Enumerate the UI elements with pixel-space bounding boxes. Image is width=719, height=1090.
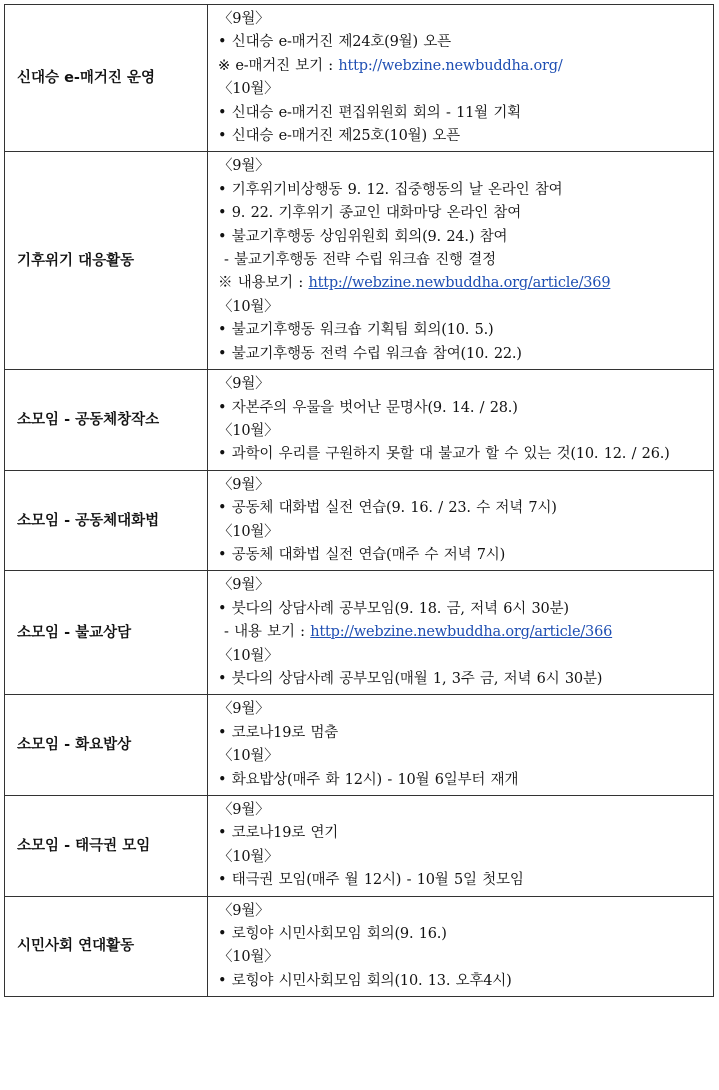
table-row xyxy=(5,571,714,695)
line-text: • 자본주의 우물을 벗어난 문명사(9. 14. / 28.) xyxy=(218,399,518,416)
line-text: • 코로나19로 연기 xyxy=(218,825,339,842)
month-heading xyxy=(218,474,709,497)
row-label: 기후위기 대응활동 xyxy=(5,152,208,370)
line-text: 〈10월〉 xyxy=(218,848,279,865)
table-row xyxy=(5,695,714,796)
list-item xyxy=(218,869,709,892)
list-item xyxy=(218,249,709,272)
row-content xyxy=(208,5,714,152)
month-heading xyxy=(218,574,709,597)
month-heading xyxy=(218,900,709,923)
month-heading xyxy=(218,373,709,396)
line-text: • 불교기후행동 전력 수립 워크숍 참여(10. 22.) xyxy=(218,345,522,362)
line-text: 〈10월〉 xyxy=(218,422,279,439)
line-text: 〈10월〉 xyxy=(218,523,279,540)
line-text: • 로힝야 시민사회모임 회의(10. 13. 오후4시) xyxy=(218,972,512,989)
line-text: • 공동체 대화법 실전 연습(9. 16. / 23. 수 저녁 7시) xyxy=(218,500,557,517)
line-text: • 태극권 모임(매주 월 12시) - 10월 5일 첫모임 xyxy=(218,872,524,889)
list-item xyxy=(218,722,709,745)
line-text: 〈9월〉 xyxy=(218,11,270,27)
row-content xyxy=(208,571,714,695)
row-content xyxy=(208,896,714,997)
month-heading xyxy=(218,420,709,443)
month-heading xyxy=(218,78,709,101)
month-heading xyxy=(218,521,709,544)
list-item xyxy=(218,443,709,466)
line-text: • 화요밥상(매주 화 12시) - 10월 6일부터 재개 xyxy=(218,771,519,788)
row-label: 소모임 - 태극권 모임 xyxy=(5,796,208,897)
month-heading xyxy=(218,296,709,319)
line-text: - 불교기후행동 전략 수립 워크숍 진행 결정 xyxy=(224,252,496,269)
month-heading xyxy=(218,645,709,668)
line-text: 〈9월〉 xyxy=(218,802,270,818)
list-item xyxy=(218,598,709,621)
webzine-link[interactable]: http://webzine.newbuddha.org/article/366 xyxy=(310,624,613,641)
list-item xyxy=(218,31,709,54)
line-text: 〈9월〉 xyxy=(218,476,270,493)
line-text: • 로힝야 시민사회모임 회의(9. 16.) xyxy=(218,926,447,943)
month-heading xyxy=(218,946,709,969)
line-text: 〈9월〉 xyxy=(218,902,270,919)
line-text: 〈9월〉 xyxy=(218,376,270,393)
webzine-link[interactable]: http://webzine.newbuddha.org/article/369 xyxy=(308,275,611,292)
line-text: • 붓다의 상담사례 공부모임(매월 1, 3주 금, 저녁 6시 30분) xyxy=(218,670,603,687)
line-text: • 신대승 e-매거진 편집위원회 회의 - 11월 기획 xyxy=(218,104,521,121)
line-text: 〈9월〉 xyxy=(218,701,270,718)
list-item xyxy=(218,226,709,249)
month-heading xyxy=(218,846,709,869)
line-text: 〈10월〉 xyxy=(218,298,279,315)
month-heading xyxy=(218,155,709,178)
list-item xyxy=(218,125,709,148)
line-text: • 신대승 e-매거진 제25호(10월) 오픈 xyxy=(218,128,460,145)
row-content xyxy=(208,370,714,471)
table-row xyxy=(5,470,714,571)
line-text: • 불교기후행동 상임위원회 회의(9. 24.) 참여 xyxy=(218,228,508,245)
table-row xyxy=(5,152,714,370)
line-text: 〈10월〉 xyxy=(218,949,279,966)
line-text: 〈10월〉 xyxy=(218,81,279,98)
table-row xyxy=(5,796,714,897)
line-text: 〈10월〉 xyxy=(218,748,279,765)
month-heading xyxy=(218,698,709,721)
row-label: 신대승 e-매거진 운영 xyxy=(5,5,208,152)
list-item xyxy=(218,544,709,567)
line-text: • 과학이 우리를 구원하지 못할 대 불교가 할 수 있는 것(10. 12. / 26.) xyxy=(218,446,670,463)
link-line xyxy=(218,621,709,644)
line-text: • 기후위기비상행동 9. 12. 집중행동의 날 온라인 참여 xyxy=(218,181,563,198)
row-content xyxy=(208,695,714,796)
list-item xyxy=(218,202,709,225)
line-text: - 내용 보기 : xyxy=(224,624,311,641)
line-text: ※ 내용보기 : xyxy=(218,275,309,292)
table-row xyxy=(5,370,714,471)
list-item xyxy=(218,102,709,125)
row-content xyxy=(208,796,714,897)
month-heading xyxy=(218,8,709,31)
line-text: • 공동체 대화법 실전 연습(매주 수 저녁 7시) xyxy=(218,546,506,563)
table-row xyxy=(5,5,714,152)
row-label: 소모임 - 공동체창작소 xyxy=(5,370,208,471)
list-item xyxy=(218,769,709,792)
line-text: • 붓다의 상담사례 공부모임(9. 18. 금, 저녁 6시 30분) xyxy=(218,600,569,617)
month-heading xyxy=(218,799,709,822)
row-label: 시민사회 연대활동 xyxy=(5,896,208,997)
row-content xyxy=(208,152,714,370)
link-line xyxy=(218,272,709,295)
link-line xyxy=(218,55,709,78)
table-row xyxy=(5,896,714,997)
list-item xyxy=(218,923,709,946)
line-text: 〈9월〉 xyxy=(218,577,270,594)
row-label: 소모임 - 공동체대화법 xyxy=(5,470,208,571)
row-content xyxy=(208,470,714,571)
line-text: • 신대승 e-매거진 제24호(9월) 오픈 xyxy=(218,34,451,51)
activity-table xyxy=(4,4,714,997)
line-text: • 코로나19로 멈춤 xyxy=(218,724,339,741)
list-item xyxy=(218,343,709,366)
list-item xyxy=(218,397,709,420)
list-item xyxy=(218,497,709,520)
line-text: ※ e-매거진 보기 : xyxy=(218,57,339,74)
webzine-link[interactable]: http://webzine.newbuddha.org/ xyxy=(338,57,563,74)
list-item xyxy=(218,822,709,845)
list-item xyxy=(218,668,709,691)
list-item xyxy=(218,179,709,202)
line-text: • 불교기후행동 워크숍 기획팀 회의(10. 5.) xyxy=(218,322,494,339)
list-item xyxy=(218,319,709,342)
row-label: 소모임 - 불교상담 xyxy=(5,571,208,695)
list-item xyxy=(218,970,709,993)
month-heading xyxy=(218,745,709,768)
line-text: • 9. 22. 기후위기 종교인 대화마당 온라인 참여 xyxy=(218,205,522,222)
row-label: 소모임 - 화요밥상 xyxy=(5,695,208,796)
line-text: 〈10월〉 xyxy=(218,647,279,664)
activity-table-body xyxy=(5,5,714,997)
line-text: 〈9월〉 xyxy=(218,158,270,175)
